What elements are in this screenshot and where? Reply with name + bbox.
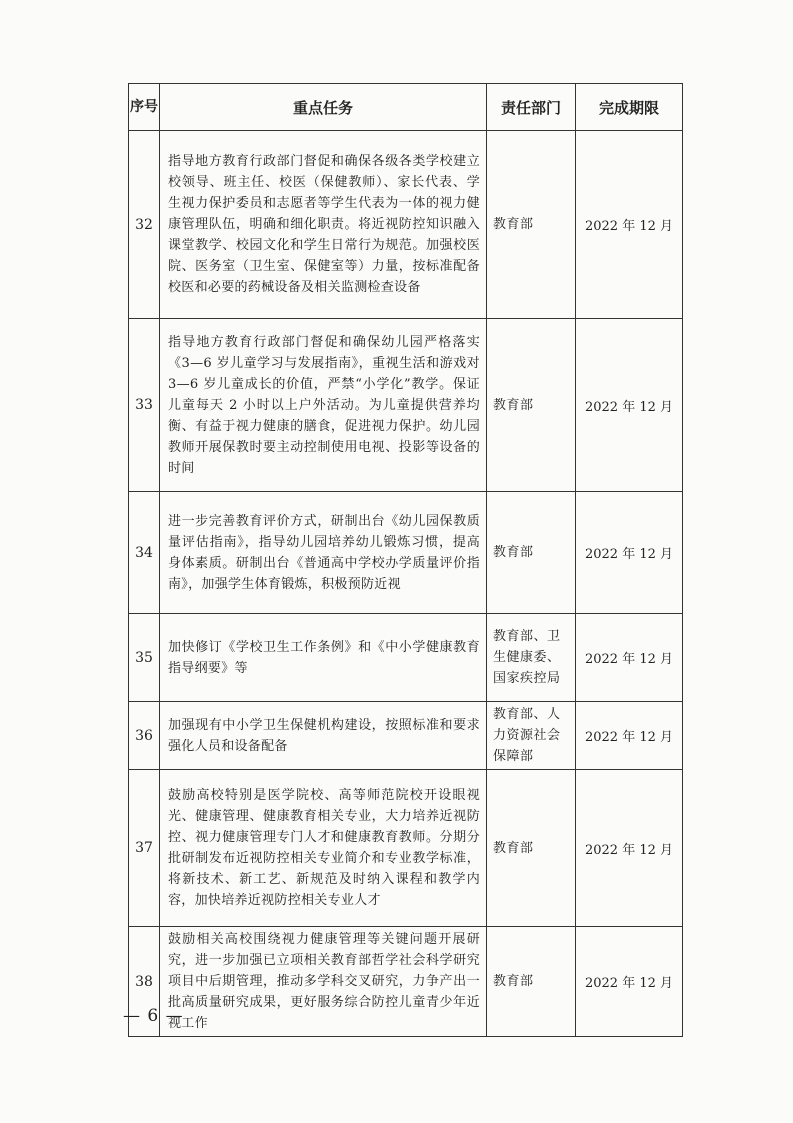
row-department: 教育部、卫生健康委、国家疾控局 <box>487 614 576 702</box>
row-serial-number: 34 <box>129 492 160 614</box>
task-table <box>128 83 683 1037</box>
table-row <box>129 614 683 702</box>
row-deadline: 2022 年 12 月 <box>576 131 683 319</box>
row-serial-number: 38 <box>129 927 160 1037</box>
row-serial-number: 37 <box>129 770 160 927</box>
header-responsible-department: 责任部门 <box>487 84 576 131</box>
table-row <box>129 702 683 770</box>
row-deadline: 2022 年 12 月 <box>576 614 683 702</box>
table-row <box>129 319 683 492</box>
table-row <box>129 492 683 614</box>
row-task-text: 鼓励相关高校围绕视力健康管理等关键问题开展研究，进一步加强已立项相关教育部哲学社会科学研究项目中后期管理，推动多学科交叉研究，力争产出一批高质量研究成果，更好服务综合防控儿童青少年近视工作 <box>160 927 487 1037</box>
row-task-text: 加强现有中小学卫生保健机构建设，按照标准和要求强化人员和设备配备 <box>160 702 487 770</box>
row-serial-number: 36 <box>129 702 160 770</box>
header-key-task: 重点任务 <box>160 84 487 131</box>
row-department: 教育部 <box>487 319 576 492</box>
row-serial-number: 33 <box>129 319 160 492</box>
row-task-text: 进一步完善教育评价方式，研制出台《幼儿园保教质量评估指南》，指导幼儿园培养幼儿锻炼习惯，提高身体素质。研制出台《普通高中学校办学质量评价指南》，加强学生体育锻炼，积极预防近视 <box>160 492 487 614</box>
page-number: — 6 — <box>123 1006 184 1026</box>
row-department: 教育部 <box>487 131 576 319</box>
table-row <box>129 927 683 1037</box>
row-task-text: 鼓励高校特别是医学院校、高等师范院校开设眼视光、健康管理、健康教育相关专业，大力培养近视防控、视力健康管理专门人才和健康教育教师。分期分批研制发布近视防控相关专业简介和专业教学标准，将新技术、新工艺、新规范及时纳入课程和教学内容，加快培养近视防控相关专业人才 <box>160 770 487 927</box>
table-row <box>129 770 683 927</box>
row-deadline: 2022 年 12 月 <box>576 770 683 927</box>
row-serial-number: 35 <box>129 614 160 702</box>
header-deadline: 完成期限 <box>576 84 683 131</box>
row-task-text: 加快修订《学校卫生工作条例》和《中小学健康教育指导纲要》等 <box>160 614 487 702</box>
row-department: 教育部 <box>487 927 576 1037</box>
row-task-text: 指导地方教育行政部门督促和确保幼儿园严格落实《3—6 岁儿童学习与发展指南》，重视生活和游戏对 3—6 岁儿童成长的价值，严禁“小学化”教学。保证儿童每天 2 小时以上户外活动。为儿童提供营养均衡、有益于视力健康的膳食，促进视力保护。幼儿园教师开展保教时要主动控制使用电视、投影等设备的时间 <box>160 319 487 492</box>
table-row <box>129 131 683 319</box>
row-department: 教育部 <box>487 770 576 927</box>
row-serial-number: 32 <box>129 131 160 319</box>
row-deadline: 2022 年 12 月 <box>576 927 683 1037</box>
row-deadline: 2022 年 12 月 <box>576 319 683 492</box>
row-department: 教育部、人力资源社会保障部 <box>487 702 576 770</box>
row-deadline: 2022 年 12 月 <box>576 702 683 770</box>
row-deadline: 2022 年 12 月 <box>576 492 683 614</box>
table-header-row <box>129 84 683 131</box>
row-task-text: 指导地方教育行政部门督促和确保各级各类学校建立校领导、班主任、校医（保健教师）、家长代表、学生视力保护委员和志愿者等学生代表为一体的视力健康管理队伍，明确和细化职责。将近视防控知识融入课堂教学、校园文化和学生日常行为规范。加强校医院、医务室（卫生室、保健室等）力量，按标准配备校医和必要的药械设备及相关监测检查设备 <box>160 131 487 319</box>
row-department: 教育部 <box>487 492 576 614</box>
header-serial-number: 序号 <box>129 84 160 131</box>
